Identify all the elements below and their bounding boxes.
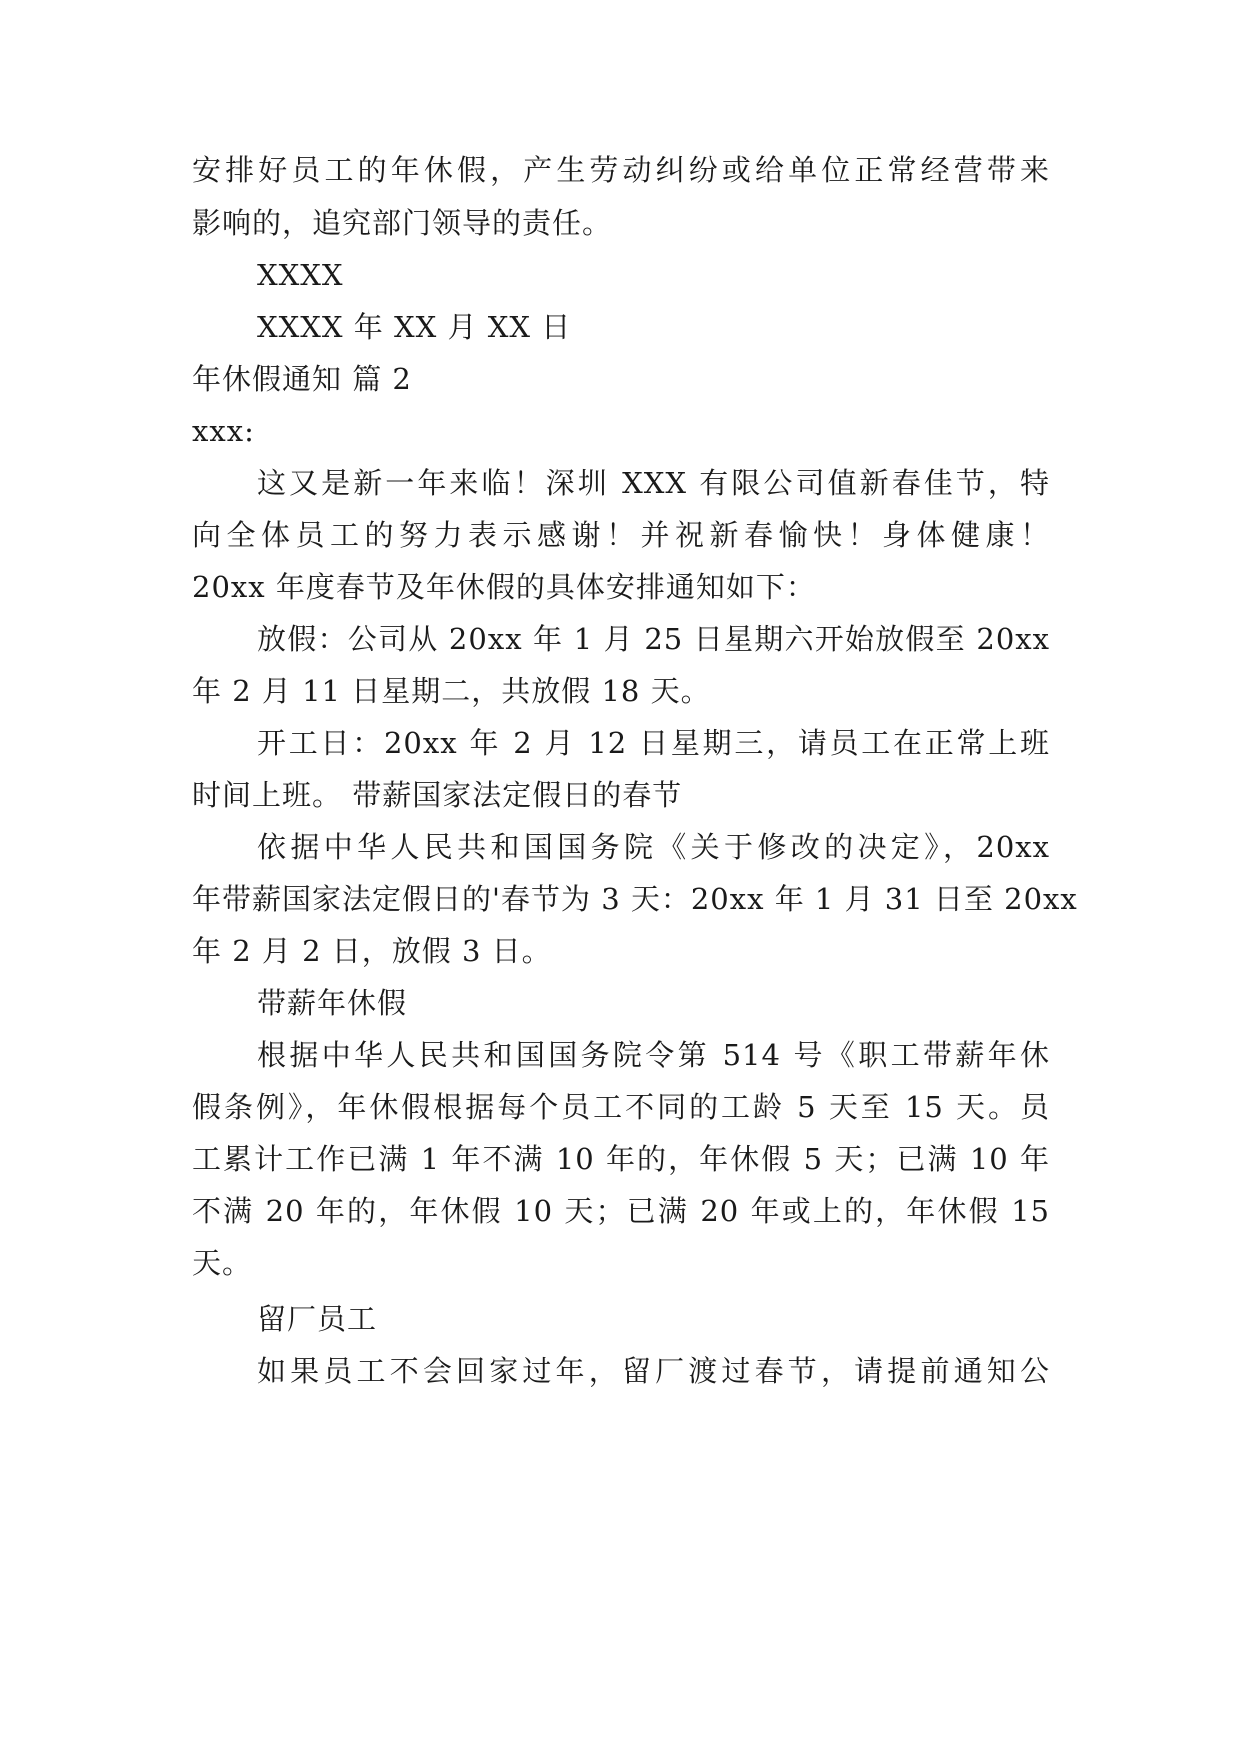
body-line: 年 2 月 11 日星期二，共放假 18 天。 (192, 674, 711, 708)
body-line: 时间上班。 带薪国家法定假日的春节 (192, 778, 683, 812)
body-line: 年 2 月 2 日，放假 3 日。 (192, 934, 552, 968)
body-line: 年带薪国家法定假日的'春节为 3 天：20xx 年 1 月 31 日至 20xx (192, 882, 1078, 916)
body-line: 不满 20 年的，年休假 10 天；已满 20 年或上的，年休假 15 (192, 1194, 1050, 1228)
body-line: 天。 (192, 1246, 253, 1280)
body-line: 影响的，追究部门领导的责任。 (192, 206, 613, 240)
signature-date: XXXX 年 XX 月 XX 日 (257, 310, 572, 344)
salutation: xxx: (192, 414, 255, 448)
body-line: 这又是新一年来临！深圳 XXX 有限公司值新春佳节，特 (257, 466, 1050, 500)
body-line: 安排好员工的年休假，产生劳动纠纷或给单位正常经营带来 (192, 153, 1050, 187)
body-line: 根据中华人民共和国国务院令第 514 号《职工带薪年休 (257, 1038, 1050, 1072)
body-line: 依据中华人民共和国国务院《关于修改的决定》，20xx (257, 830, 1050, 864)
section-title: 年休假通知 篇 2 (192, 362, 412, 396)
subheading: 带薪年休假 (257, 986, 408, 1020)
signature-org: XXXX (257, 258, 344, 292)
body-line: 20xx 年度春节及年休假的具体安排通知如下： (192, 570, 816, 604)
body-line: 假条例》，年休假根据每个员工不同的工龄 5 天至 15 天。员 (192, 1090, 1050, 1124)
body-line: 工累计工作已满 1 年不满 10 年的，年休假 5 天；已满 10 年 (192, 1142, 1050, 1176)
body-line: 向全体员工的努力表示感谢！并祝新春愉快！身体健康！ (192, 518, 1050, 552)
body-line: 开工日：20xx 年 2 月 12 日星期三，请员工在正常上班 (257, 726, 1050, 760)
subheading: 留厂员工 (257, 1302, 378, 1336)
body-line: 放假：公司从 20xx 年 1 月 25 日星期六开始放假至 20xx (257, 622, 1050, 656)
body-line: 如果员工不会回家过年，留厂渡过春节，请提前通知公 (257, 1354, 1050, 1388)
